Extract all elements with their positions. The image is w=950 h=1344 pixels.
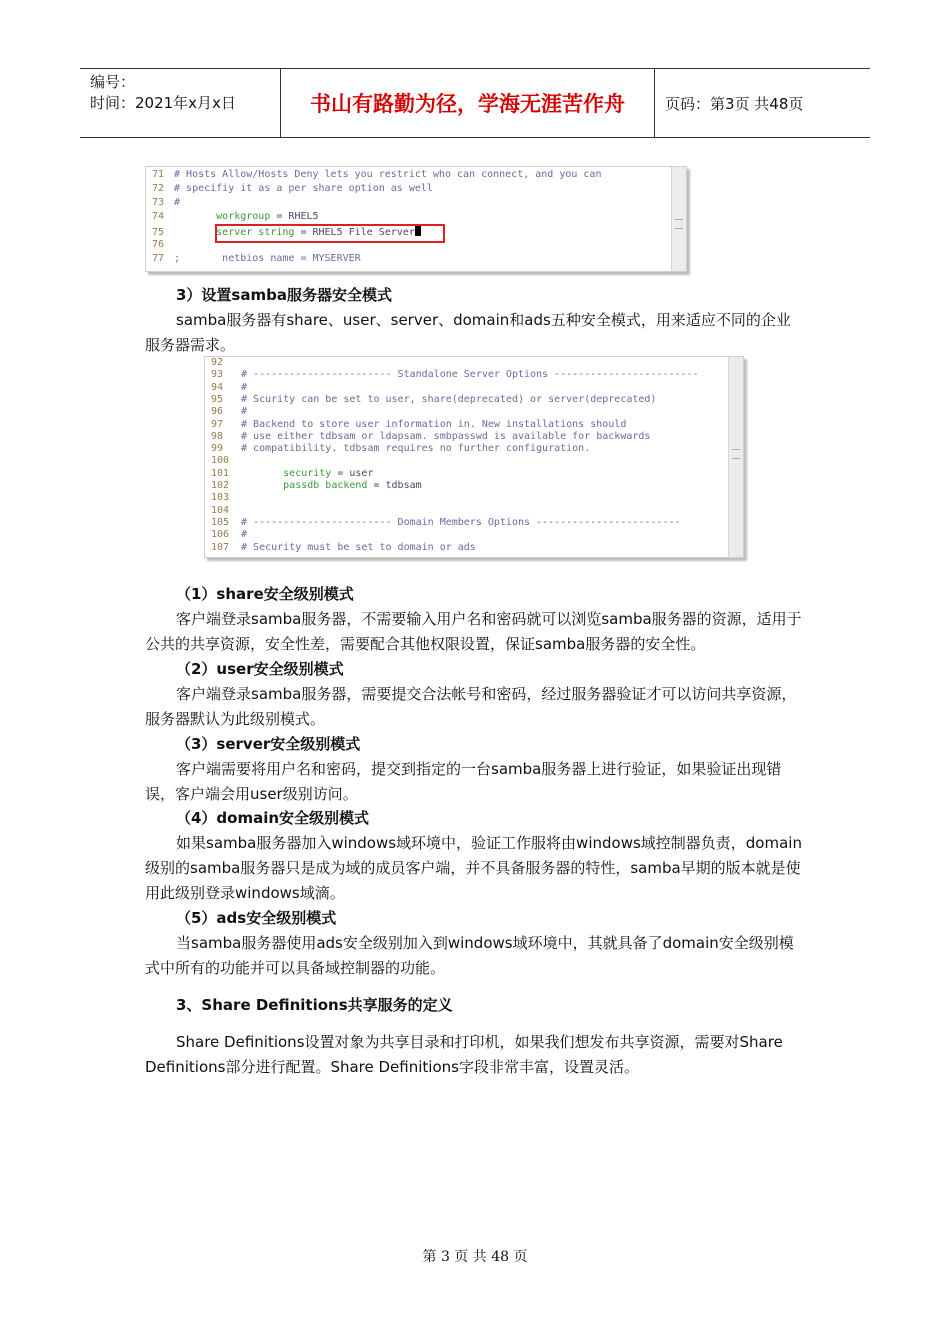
- header-meta: [80, 69, 281, 137]
- line-number: 94: [211, 381, 224, 393]
- line-number: 75: [152, 227, 165, 238]
- code-line: [211, 517, 681, 531]
- mode-title-domain: （4）domain安全级别模式: [176, 809, 370, 827]
- line-number: 76: [152, 239, 165, 250]
- code-text: # Backend to store user information in. New installations should: [235, 418, 627, 430]
- mode-title-user: （2）user安全级别模式: [176, 660, 344, 678]
- code-line: [152, 253, 361, 267]
- line-number: 93: [211, 369, 224, 381]
- line-number: 77: [152, 253, 165, 264]
- header-motto: 书山有路勤为径，学海无涯苦作舟: [281, 69, 655, 137]
- config-value: = RHEL5: [270, 211, 319, 222]
- scrollbar: [728, 357, 743, 557]
- code-line: [152, 211, 319, 225]
- scrollbar-grip-icon: [732, 449, 740, 459]
- highlight-box: [215, 224, 445, 243]
- line-number: 71: [152, 169, 165, 180]
- code-text: # ----------------------- Domain Members Options ------------------------: [235, 516, 681, 528]
- line-number: 95: [211, 393, 224, 405]
- mode-text-user: 客户端登录samba服务器，需要提交合法帐号和密码，经过服务器验证才可以访问共享资源，服务器默认为此级别模式。: [145, 685, 797, 728]
- config-value: = user: [331, 467, 374, 479]
- line-number: 101: [211, 467, 230, 479]
- code-text: # Security must be set to domain or ads: [235, 541, 476, 553]
- config-key: passdb backend: [235, 480, 368, 491]
- code-text: #: [235, 381, 248, 393]
- config-key: security: [235, 467, 332, 479]
- line-number: 73: [152, 197, 165, 208]
- mode-text-share: 客户端登录samba服务器，不需要输入用户名和密码就可以浏览samba服务器的资源，适用于公共的共享资源，安全性差，需要配合其他权限设置，保证samba服务器的安全性。: [145, 610, 802, 653]
- code-text: #: [235, 529, 248, 541]
- line-number: 72: [152, 183, 165, 194]
- page-header: [80, 68, 870, 138]
- code-line: [211, 394, 656, 408]
- line-number: 107: [211, 541, 230, 553]
- code-text: # compatibility. tdbsam requires no further configuration.: [235, 443, 591, 455]
- line-number: 104: [211, 504, 230, 516]
- time-label: 时间：2021年x月x日: [90, 94, 236, 112]
- line-number: 105: [211, 516, 230, 528]
- config-value: = RHEL5 File Server: [294, 227, 415, 238]
- code-text: #: [235, 406, 248, 418]
- mode-title-share: （1）share安全级别模式: [176, 585, 354, 603]
- mode-text-ads: 当samba服务器使用ads安全级别加入到windows域环境中，其就具备了domain安全级别模式中所有的功能并可以具备域控制器的功能。: [145, 934, 794, 977]
- mode-text-domain: 如果samba服务器加入windows域环境中，验证工作服将由windows域控制器负责，domain级别的samba服务器只是成为域的成员客户端，并不具备服务器的特性，samba早期的版本就是使用此级别登录windows域滴。: [145, 834, 802, 902]
- mode-text-server: 客户端需要将用户名和密码，提交到指定的一台samba服务器上进行验证，如果验证出现错误，客户端会用user级别访问。: [145, 760, 782, 803]
- mode-title-server: （3）server安全级别模式: [176, 735, 361, 753]
- code-line: [211, 480, 422, 494]
- mode-title-ads: （5）ads安全级别模式: [176, 909, 337, 927]
- code-line: [211, 369, 699, 383]
- config-screenshot-2: [204, 356, 744, 558]
- share-heading: 3、Share Definitions共享服务的定义: [176, 996, 453, 1014]
- code-text: #: [168, 197, 181, 208]
- line-number: 106: [211, 529, 230, 541]
- code-text: # ----------------------- Standalone Server Options ------------------------: [235, 369, 699, 381]
- config-key: workgroup: [168, 211, 271, 222]
- code-line: [152, 169, 601, 183]
- share-paragraph: Share Definitions设置对象为共享目录和打印机，如果我们想发布共享资源，需要对Share Definitions部分进行配置。Share Definitions字段非常丰富，设置灵活。: [145, 1033, 783, 1076]
- code-line: [152, 183, 433, 197]
- code-text: # Hosts Allow/Hosts Deny lets you restrict who can connect, and you can: [168, 169, 602, 180]
- line-number: 98: [211, 430, 224, 442]
- code-text: # specifiy it as a per share option as well: [168, 183, 433, 194]
- scrollbar: [671, 167, 686, 271]
- header-page-info: 页码：第3页 共48页: [665, 94, 804, 113]
- code-text: # use either tdbsam or ldapsam. smbpasswd is available for backwards: [235, 430, 651, 442]
- code-line: [211, 443, 590, 457]
- line-number: 102: [211, 480, 230, 491]
- line-number: 96: [211, 406, 224, 418]
- line-number: 100: [211, 455, 230, 467]
- line-number: 103: [211, 492, 230, 504]
- code-line: [211, 542, 476, 556]
- section-heading: 3）设置samba服务器安全模式: [176, 286, 392, 304]
- code-text: ; netbios name = MYSERVER: [168, 253, 361, 264]
- code-line: [152, 197, 180, 211]
- page-footer: 第 3 页 共 48 页: [422, 1249, 528, 1265]
- config-value: = tdbsam: [367, 480, 422, 491]
- line-number: 97: [211, 418, 224, 430]
- section-paragraph: samba服务器有share、user、server、domain和ads五种安全模式，用来适应不同的企业服务器需求。: [145, 311, 791, 354]
- line-number: 92: [211, 357, 224, 368]
- line-number: 74: [152, 211, 165, 222]
- code-text: # Scurity can be set to user, share(deprecated) or server(deprecated): [235, 393, 657, 405]
- config-screenshot-1: [145, 166, 687, 272]
- config-key: server string: [168, 227, 295, 238]
- code-line: [152, 239, 168, 253]
- scrollbar-grip-icon: [675, 219, 683, 229]
- number-label: 编号：: [90, 73, 136, 91]
- line-number: 99: [211, 443, 224, 455]
